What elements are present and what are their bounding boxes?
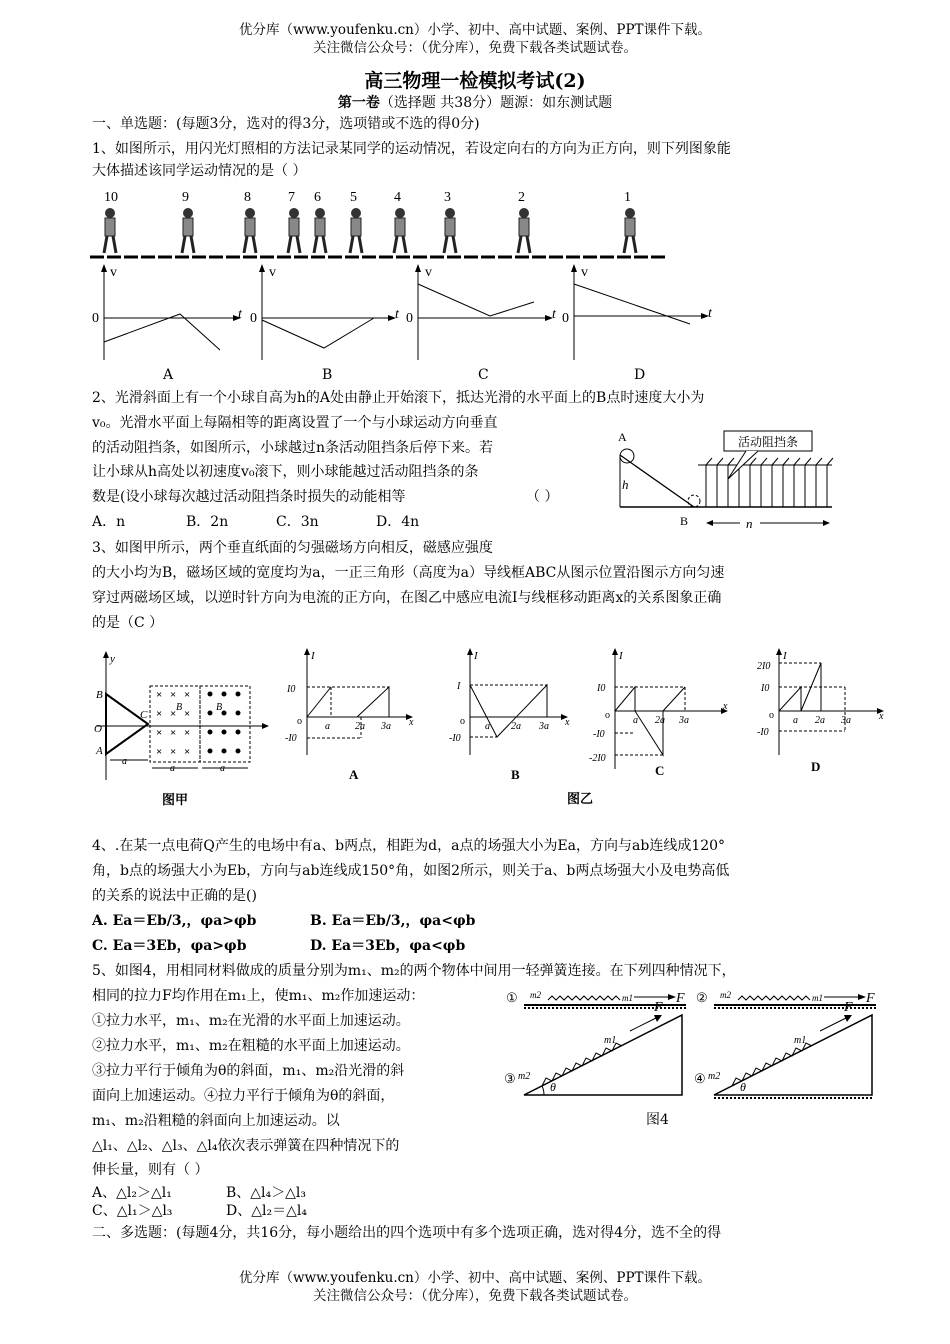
q3-b-negi0: -I0 <box>449 733 461 744</box>
svg-text:m2: m2 <box>530 990 541 1000</box>
svg-text:m2: m2 <box>518 1071 531 1082</box>
section-1-heading: 一、单选题：(每题3分，选对的得3分，选项错或不选的得0分) <box>92 116 480 132</box>
svg-text:4: 4 <box>394 190 401 205</box>
svg-text:m1: m1 <box>622 993 633 1003</box>
svg-text:F: F <box>676 991 685 1006</box>
svg-text:×: × <box>170 708 177 720</box>
q3-c-t1: a <box>633 715 638 726</box>
svg-text:×: × <box>184 727 191 739</box>
q2-fig-a: A <box>618 430 627 444</box>
svg-text:a: a <box>170 763 175 774</box>
svg-text:1: 1 <box>624 190 631 205</box>
q5-option-c: C、△l₁＞△l₃ <box>92 1203 173 1219</box>
q5-text-4: ②拉力水平，m₁、m₂在粗糙的水平面上加速运动。 <box>92 1038 410 1054</box>
q2-fig-barrier-label: 活动阻挡条 <box>737 435 799 449</box>
q3-a-i0: I0 <box>287 684 296 695</box>
q1-label-d: D <box>634 367 646 383</box>
q3-figure-jia <box>90 650 270 810</box>
svg-text:8: 8 <box>244 190 251 205</box>
footer-line-2: 关注微信公众号：（优分库），免费下载各类试题试卷。 <box>313 1288 637 1304</box>
q5-option-a: A、△l₂＞△l₁ <box>92 1185 172 1201</box>
svg-text:×: × <box>156 727 163 739</box>
q4-text-3: 的关系的说法中正确的是() <box>92 888 257 904</box>
q3-text-3: 穿过两磁场区域，以逆时针方向为电流的正方向，在图乙中感应电流I与线框移动距离x的关系图象正确 <box>92 590 722 606</box>
q3-text-4: 的是（C ） <box>92 615 164 631</box>
q1-frame-5 <box>350 190 362 253</box>
svg-text:7: 7 <box>288 190 295 205</box>
svg-text:9: 9 <box>182 190 189 205</box>
q4-option-a: A. Ea＝Eb/3,，φa>φb <box>92 913 257 929</box>
svg-text:O: O <box>94 723 102 735</box>
page-title: 高三物理一检模拟考试(2) <box>364 70 586 92</box>
q1-b-origin: 0 <box>250 311 257 326</box>
section-2-heading: 二、多选题：(每题4分，共16分，每小题给出的四个选项中有多个选项正确，选对得4分，选不全的得 <box>92 1225 722 1241</box>
svg-text:I: I <box>311 650 315 662</box>
q1-a-axis-t: t <box>238 307 242 322</box>
svg-text:a: a <box>122 756 127 767</box>
svg-text:o: o <box>297 716 302 727</box>
q2-text-2: v₀。光滑水平面上每隔相等的距离设置了一个与小球运动方向垂直 <box>92 415 498 431</box>
q3-c-neg2i0: -2I0 <box>589 753 606 764</box>
q1-text-2: 大体描述该同学运动情况的是（ ） <box>92 163 307 179</box>
svg-text:o: o <box>460 716 465 727</box>
q5-mark-2: ② <box>696 990 708 1005</box>
header-line-1: 优分库（www.youfenku.cn）小学、初中、高中试题、案例、PPT课件下载。 <box>238 22 712 38</box>
q1-frame-6 <box>314 190 326 253</box>
q2-option-c: C．3n <box>276 514 319 530</box>
q1-frame-3 <box>444 190 456 253</box>
q5-text-6: 面向上加速运动。④拉力平行于倾角为θ的斜面， <box>92 1088 395 1104</box>
q3-text-1: 3、如图甲所示，两个垂直纸面的匀强磁场方向相反，磁感应强度 <box>92 540 493 556</box>
q1-a-axis-v: v <box>110 265 117 280</box>
q5-fig-caption: 图4 <box>646 1112 669 1128</box>
svg-text:x: x <box>409 717 414 728</box>
svg-text:o: o <box>605 710 610 721</box>
q2-figure <box>596 425 856 535</box>
q3-text-2: 的大小均为B，磁场区域的宽度均为a，一正三角形（高度为a）导线框ABC从图示位置沿图示方向匀速 <box>92 565 725 581</box>
q1-graph-a <box>92 264 243 360</box>
q5-option-d: D、△l₂＝△l₄ <box>226 1203 307 1219</box>
q5-text-2: 相同的拉力F均作用在m₁上，使m₁、m₂作加速运动： <box>92 988 425 1004</box>
q1-c-origin: 0 <box>406 311 413 326</box>
q2-fig-n: n <box>746 516 753 531</box>
svg-text:×: × <box>170 727 177 739</box>
q4-text-2: 角，b点的场强大小为Eb，方向与ab连线成150°角，如图2所示，则关于a、b两点场强大小及电势高低 <box>92 863 730 879</box>
svg-text:A: A <box>96 745 103 757</box>
q3-fig-yi-label: 图乙 <box>567 791 594 806</box>
q3-label-d: D <box>811 759 821 774</box>
q4-option-d: D. Ea＝3Eb，φa<φb <box>310 938 466 954</box>
q3-label-a: A <box>349 767 359 782</box>
q2-bracket: （ ） <box>526 489 559 505</box>
svg-text:I: I <box>457 681 461 692</box>
svg-text:B: B <box>176 702 183 713</box>
q3-a-t3: 3a <box>381 721 391 732</box>
q5-option-b: B、△l₄＞△l₃ <box>226 1185 307 1201</box>
q4-text-1: 4、.在某一点电荷Q产生的电场中有a、b两点，相距为d，a点的场强大小为Ea，方向与ab连线成120° <box>92 838 726 854</box>
svg-text:m1: m1 <box>604 1035 617 1046</box>
q1-label-c: C <box>478 367 489 383</box>
svg-text:×: × <box>156 689 163 701</box>
svg-text:I: I <box>783 650 787 662</box>
svg-text:θ: θ <box>550 1080 556 1094</box>
q5-figure <box>500 985 890 1115</box>
q1-b-axis-t: t <box>395 307 399 322</box>
q5-text-5: ③拉力平行于倾角为θ的斜面，m₁、m₂沿光滑的斜 <box>92 1063 405 1079</box>
svg-text:F: F <box>866 991 875 1006</box>
subtitle-part: 第一卷 <box>337 95 380 111</box>
q2-option-b: B．2n <box>186 514 229 530</box>
q3-a-t2: 2a <box>355 721 365 732</box>
q3-label-b: B <box>511 767 520 782</box>
svg-text:5: 5 <box>350 190 357 205</box>
page-subtitle <box>0 92 950 112</box>
q5-mark-4: ④ <box>694 1071 706 1086</box>
svg-text:x: x <box>565 717 570 728</box>
q1-graph-d <box>562 264 713 360</box>
q5-text-3: ①拉力水平，m₁、m₂在光滑的水平面上加速运动。 <box>92 1013 410 1029</box>
svg-text:10: 10 <box>104 190 118 205</box>
q1-b-axis-v: v <box>269 265 276 280</box>
q3-graph-c <box>589 648 728 778</box>
q3-d-t1: a <box>793 715 798 726</box>
q5-mark-3: ③ <box>504 1071 516 1086</box>
q3-b-t3: 3a <box>539 721 549 732</box>
svg-text:I: I <box>619 650 623 662</box>
q3-d-2i0: 2I0 <box>757 661 771 672</box>
q4-option-c: C. Ea＝3Eb，φa>φb <box>92 938 247 954</box>
q3-fig-jia-label: 图甲 <box>162 792 189 807</box>
q1-c-axis-t: t <box>552 307 556 322</box>
q3-d-t3: 3a <box>841 715 851 726</box>
q1-text-1: 1、如图所示，用闪光灯照相的方法记录某同学的运动情况，若设定向右的方向为正方向，则下列图象能 <box>92 141 731 157</box>
header-line-2: 关注微信公众号：（优分库），免费下载各类试题试卷。 <box>313 40 637 56</box>
svg-text:×: × <box>156 746 163 758</box>
q1-label-a: A <box>163 367 174 383</box>
q3-graph-b <box>449 648 570 782</box>
svg-text:m1: m1 <box>794 1035 807 1046</box>
q2-text-4: 让小球从h高处以初速度v₀滚下，则小球能越过活动阻挡条的条 <box>92 464 479 480</box>
svg-text:F: F <box>844 1000 853 1015</box>
q3-c-negi0: -I0 <box>593 729 605 740</box>
svg-text:×: × <box>184 746 191 758</box>
svg-text:y: y <box>110 653 115 665</box>
q3-graph-d <box>757 648 884 774</box>
svg-text:a: a <box>220 763 225 774</box>
q1-a-origin: 0 <box>92 311 99 326</box>
q1-label-b: B <box>322 367 333 383</box>
q1-photo-strip <box>88 185 678 265</box>
q1-d-axis-v: v <box>581 265 588 280</box>
q2-text-5: 数是(设小球每次越过活动阻挡条时损失的动能相等 <box>92 489 406 505</box>
q3-d-t2: 2a <box>815 715 825 726</box>
q2-text-1: 2、光滑斜面上有一个小球自高为h的A处由静止开始滚下，抵达光滑的水平面上的B点时速度大小为 <box>92 390 705 406</box>
svg-text:B: B <box>216 702 223 713</box>
q3-b-t2: 2a <box>511 721 521 732</box>
svg-text:I0: I0 <box>761 683 770 694</box>
svg-text:I0: I0 <box>597 683 606 694</box>
svg-text:3: 3 <box>444 190 451 205</box>
q2-option-a: A．n <box>92 514 126 530</box>
q1-d-origin: 0 <box>562 311 569 326</box>
q2-option-d: D．4n <box>376 514 420 530</box>
svg-text:x: x <box>879 711 884 722</box>
q5-mark-1: ① <box>506 990 518 1005</box>
footer-line-1: 优分库（www.youfenku.cn）小学、初中、高中试题、案例、PPT课件下载。 <box>238 1270 712 1286</box>
q5-text-7: m₁、m₂沿粗糙的斜面向上加速运动。以 <box>92 1113 340 1129</box>
q3-graph-a <box>285 648 414 782</box>
svg-text:B: B <box>96 689 103 701</box>
q1-frame-8 <box>244 190 256 253</box>
q3-label-c: C <box>655 763 665 778</box>
svg-text:×: × <box>170 746 177 758</box>
q1-frame-1 <box>624 190 636 253</box>
svg-text:2: 2 <box>518 190 525 205</box>
q3-a-t1: a <box>325 721 330 732</box>
q1-frame-4 <box>394 190 406 253</box>
svg-text:m1: m1 <box>812 993 823 1003</box>
svg-text:m2: m2 <box>720 990 731 1000</box>
q5-text-8: △l₁、△l₂、△l₃、△l₄依次表示弹簧在四种情况下的 <box>92 1138 400 1154</box>
svg-text:o: o <box>769 710 774 721</box>
svg-text:×: × <box>156 708 163 720</box>
q3-c-t3: 3a <box>679 715 689 726</box>
q3-d-negi0: -I0 <box>757 727 769 738</box>
q1-graph-b <box>250 264 400 360</box>
q4-option-b: B. Ea＝Eb/3,，φa<φb <box>310 913 476 929</box>
svg-text:x: x <box>723 701 728 712</box>
q2-fig-h: h <box>622 477 629 492</box>
q1-d-axis-t: t <box>708 306 712 321</box>
svg-text:6: 6 <box>314 190 321 205</box>
q1-frame-7 <box>288 190 300 253</box>
svg-text:m2: m2 <box>708 1071 721 1082</box>
subtitle-rest: （选择题 共38分）题源：如东测试题 <box>379 95 613 111</box>
q2-text-3: 的活动阻挡条，如图所示，小球越过n条活动阻挡条后停下来。若 <box>92 440 494 456</box>
q1-frame-10 <box>104 190 118 253</box>
svg-text:C: C <box>140 709 148 721</box>
q2-fig-b: B <box>680 514 689 528</box>
q5-text-1: 5、如图4，用相同材料做成的质量分别为m₁、m₂的两个物体中间用一轻弹簧连接。在下列四种情况下， <box>92 963 736 979</box>
q5-text-9: 伸长量，则有（ ） <box>92 1162 209 1178</box>
q1-c-axis-v: v <box>425 265 432 280</box>
q3-c-t2: 2a <box>655 715 665 726</box>
q3-b-t1: a <box>485 721 490 732</box>
q3-figure-yi <box>285 645 895 805</box>
svg-text:F: F <box>654 1000 663 1015</box>
q3-a-negi0: -I0 <box>285 733 297 744</box>
svg-text:I: I <box>474 650 478 662</box>
svg-text:×: × <box>184 708 191 720</box>
q1-frame-2 <box>518 190 530 253</box>
q1-graphs <box>88 262 728 382</box>
svg-text:×: × <box>170 689 177 701</box>
svg-text:θ: θ <box>740 1080 746 1094</box>
q1-graph-c <box>406 264 557 360</box>
q1-frame-9 <box>182 190 194 253</box>
svg-text:×: × <box>184 689 191 701</box>
